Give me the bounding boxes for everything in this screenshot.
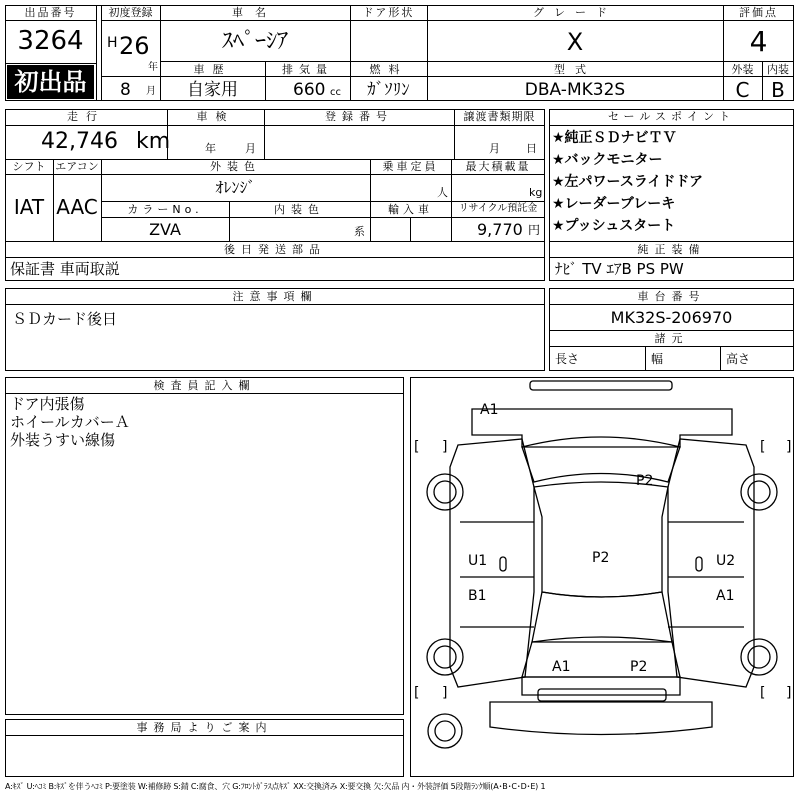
- transfer-deadline-label: 譲渡書類期限: [463, 110, 536, 123]
- damage-mark: U2: [716, 553, 736, 569]
- equipment-label: 純正装備: [637, 243, 706, 256]
- interior-grade-label: 内装: [767, 63, 789, 76]
- damage-mark: A1: [552, 659, 571, 675]
- svg-text:[: [: [414, 685, 420, 701]
- office-label: 事務局よりご案内: [136, 721, 273, 734]
- sales-point-item: ★純正ＳＤナビＴＶ: [552, 130, 677, 146]
- damage-mark: A1: [716, 588, 735, 604]
- grade-label: グレード: [533, 6, 617, 19]
- capacity-unit: 人: [437, 186, 448, 199]
- svg-text:[: [: [760, 685, 766, 701]
- sales-point-item: ★レーダーブレーキ: [552, 196, 676, 212]
- car-diagram: [410, 377, 794, 777]
- ac-label: エアコン: [55, 160, 99, 173]
- color-number-label: カラーNo.: [127, 203, 203, 216]
- max-load-label: 最大積載量: [465, 160, 531, 173]
- inspector-note: ドア内張傷: [10, 395, 85, 413]
- sales-point-item: ★プッシュスタート: [552, 218, 676, 234]
- damage-mark: B1: [468, 588, 487, 604]
- fuel-label: 燃料: [369, 63, 408, 76]
- car-name: ｽﾍﾟｰｼｱ: [221, 29, 288, 54]
- mileage: 42,746: [41, 129, 118, 154]
- exterior-grade: C: [735, 78, 750, 102]
- displacement: 660: [293, 80, 326, 100]
- damage-mark: P2: [592, 550, 610, 566]
- import-car-label: 輸入車: [388, 203, 433, 216]
- height-label: 高さ: [726, 352, 751, 366]
- displacement-label: 排気量: [282, 63, 333, 76]
- history-label: 車歴: [193, 63, 232, 76]
- svg-text:]: ]: [786, 439, 792, 455]
- sales-point-item: ★左パワースライドドア: [552, 174, 704, 190]
- shift: IAT: [13, 195, 45, 219]
- fuel: ｶﾞｿﾘﾝ: [367, 80, 410, 100]
- model-code-label: 型式: [554, 63, 596, 76]
- legend: A:ｷｽﾞ U:ﾍｺﾐ B:ｷｽﾞを伴うﾍｺﾐ P:要塗装 W:補修跡 S:錆 C:腐食、穴 G:ﾌﾛﾝﾄｶﾞﾗｽ点ｷｽﾞ XX:交換済み X:要交換 欠:欠品 内・外装評価 5段階ﾗﾝｸ順(A･B･C･D･E) 1: [5, 782, 546, 791]
- capacity-label: 乗車定員: [382, 160, 439, 173]
- equipment: ﾅﾋﾞ TV ｴｱB PS PW: [555, 260, 684, 278]
- inspector-note: ホイールカバーＡ: [10, 413, 130, 431]
- later-parts: 保証書 車両取説: [10, 260, 120, 278]
- year-unit: 年: [148, 62, 158, 73]
- damage-mark: U1: [468, 553, 488, 569]
- interior-color-unit: 系: [354, 225, 365, 238]
- inspector-note: 外装うすい線傷: [10, 431, 116, 449]
- color-number: ZVA: [149, 220, 181, 239]
- first-listing-badge: 初出品: [7, 65, 94, 99]
- registration-month: 8: [120, 80, 131, 100]
- transfer-month-unit: 月: [489, 142, 500, 155]
- svg-text:]: ]: [442, 685, 448, 701]
- inspection-label: 車検: [196, 110, 235, 123]
- registration-year: 26: [119, 32, 150, 60]
- month-unit: 月: [146, 86, 156, 97]
- exterior-color: ｵﾚﾝｼﾞ: [215, 178, 256, 197]
- history: 自家用: [187, 80, 238, 100]
- exterior-grade-label: 外装: [731, 63, 754, 76]
- door-type-label: ドア形状: [362, 6, 415, 19]
- svg-text:]: ]: [786, 685, 792, 701]
- score: 4: [749, 25, 768, 58]
- inspector-label: 検査員記入欄: [153, 379, 256, 392]
- shift-label: シフト: [12, 160, 46, 173]
- era-letter: H: [107, 35, 118, 51]
- displacement-unit: cc: [330, 87, 341, 98]
- chassis-number-label: 車台番号: [637, 290, 706, 303]
- recycle-deposit: 9,770: [477, 220, 523, 239]
- mileage-unit: km: [136, 129, 171, 154]
- chassis-number: MK32S-206970: [610, 308, 733, 327]
- later-parts-label: 後日発送部品: [224, 243, 326, 256]
- inspection-month-unit: 月: [245, 142, 256, 155]
- interior-color-label: 内装色: [274, 203, 325, 216]
- length-label: 長さ: [555, 352, 580, 366]
- first-registration-label: 初度登録: [108, 6, 153, 19]
- ac: AAC: [56, 195, 98, 219]
- mileage-label: 走行: [67, 110, 105, 123]
- score-label: 評価点: [739, 6, 778, 19]
- width-label: 幅: [651, 352, 664, 366]
- damage-mark: P2: [630, 659, 648, 675]
- recycle-deposit-label: リサイクル預託金: [458, 203, 538, 214]
- damage-mark: P2: [636, 473, 654, 489]
- recycle-deposit-unit: 円: [528, 223, 541, 237]
- lot-number-label: 出品番号: [24, 6, 77, 19]
- inspection-year-unit: 年: [205, 142, 216, 155]
- notes: ＳＤカード後日: [12, 310, 118, 328]
- registration-number-label: 登録番号: [325, 110, 393, 123]
- max-load-unit: kg: [529, 186, 543, 199]
- interior-grade: B: [771, 78, 785, 102]
- dimensions-label: 諸元: [654, 332, 689, 345]
- notes-label: 注意事項欄: [232, 290, 318, 303]
- exterior-color-label: 外装色: [210, 160, 261, 173]
- svg-text:[: [: [414, 439, 420, 455]
- grade: X: [566, 28, 584, 56]
- car-name-label: 車名: [232, 6, 278, 19]
- sales-points-label: セールスポイント: [607, 110, 735, 123]
- svg-text:[: [: [760, 439, 766, 455]
- lot-number: 3264: [17, 26, 84, 56]
- model-code: DBA-MK32S: [524, 80, 626, 100]
- sales-point-item: ★バックモニター: [552, 152, 663, 168]
- transfer-day-unit: 日: [526, 142, 537, 155]
- svg-text:]: ]: [442, 439, 448, 455]
- damage-mark: A1: [480, 402, 499, 418]
